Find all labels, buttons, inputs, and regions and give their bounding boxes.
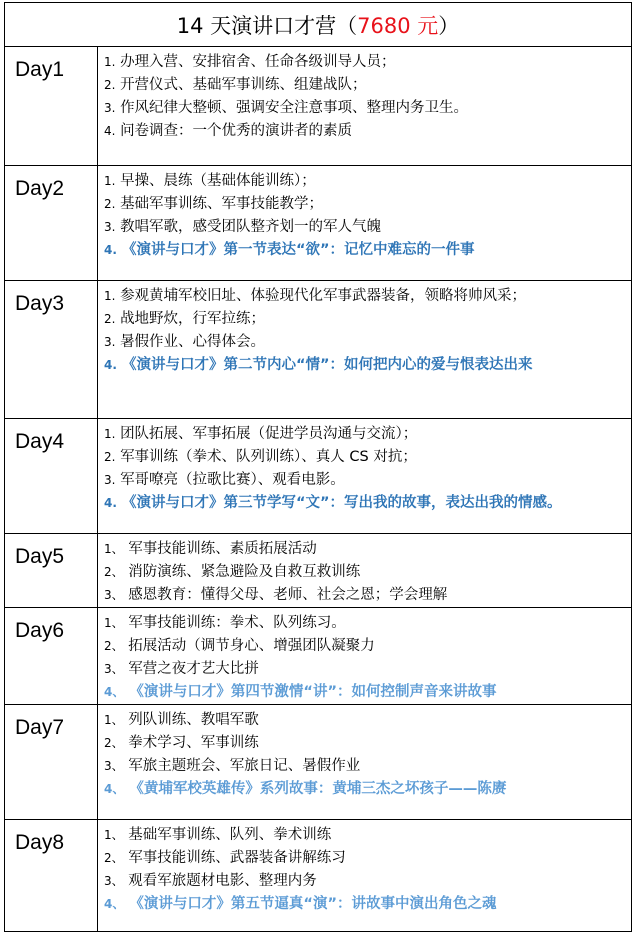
title-close: ） bbox=[438, 13, 460, 38]
day-label: Day4 bbox=[5, 419, 98, 534]
activity-number: 2、 bbox=[104, 736, 124, 750]
activity-number: 3、 bbox=[104, 588, 124, 602]
activity-item bbox=[104, 285, 627, 308]
day-label: Day5 bbox=[5, 534, 98, 608]
activity-text: 基础军事训练、队列、拳术训练 bbox=[128, 827, 332, 843]
title-price: 7680 元 bbox=[357, 13, 439, 38]
activity-text: 军事技能训练、武器装备讲解练习 bbox=[128, 850, 346, 866]
activity-item bbox=[104, 847, 627, 870]
activity-item bbox=[104, 612, 627, 635]
activity-text: 《演讲与口才》第三节学写“文”：写出我的故事，表达出我的情感。 bbox=[121, 495, 562, 511]
activity-item bbox=[104, 709, 627, 732]
activity-number: 2、 bbox=[104, 639, 124, 653]
activity-item bbox=[104, 74, 627, 97]
day-activities bbox=[98, 608, 632, 705]
day-label: Day7 bbox=[5, 705, 98, 820]
activity-number: 3. bbox=[104, 220, 116, 234]
day-label: Day2 bbox=[5, 166, 98, 281]
activity-number: 1. bbox=[104, 174, 116, 188]
activity-item bbox=[104, 469, 627, 492]
activity-item bbox=[104, 492, 627, 515]
day-activities bbox=[98, 419, 632, 534]
activity-text: 参观黄埔军校旧址、体验现代化军事武器装备，领略将帅风采； bbox=[120, 288, 527, 304]
day-activities bbox=[98, 47, 632, 166]
activity-item bbox=[104, 561, 627, 584]
activity-number: 4. bbox=[104, 124, 116, 138]
activity-text: 《演讲与口才》第五节逼真“演”：讲故事中演出角色之魂 bbox=[129, 896, 497, 912]
activity-item bbox=[104, 778, 627, 801]
activity-text: 教唱军歌，感受团队整齐划一的军人气魄 bbox=[120, 219, 382, 235]
activity-text: 早操、晨练（基础体能训练）； bbox=[120, 173, 316, 189]
activity-text: 军哥嘹亮（拉歌比赛）、观看电影。 bbox=[120, 472, 345, 488]
activity-number: 1. bbox=[104, 289, 116, 303]
schedule-title bbox=[5, 3, 632, 47]
activity-item bbox=[104, 538, 627, 561]
activity-number: 2、 bbox=[104, 565, 124, 579]
activity-item bbox=[104, 870, 627, 893]
activity-number: 1. bbox=[104, 427, 116, 441]
activity-item bbox=[104, 193, 627, 216]
schedule-body bbox=[5, 3, 632, 932]
activity-text: 《演讲与口才》第二节内心“情”：如何把内心的爱与恨表达出来 bbox=[121, 357, 533, 373]
activity-text: 《黄埔军校英雄传》系列故事：黄埔三杰之坏孩子——陈赓 bbox=[129, 781, 507, 797]
activity-number: 1、 bbox=[104, 542, 124, 556]
activity-item bbox=[104, 446, 627, 469]
activity-number: 1、 bbox=[104, 713, 124, 727]
activity-text: 《演讲与口才》第四节激情“讲”：如何控制声音来讲故事 bbox=[129, 684, 497, 700]
activity-item bbox=[104, 681, 627, 704]
activity-item bbox=[104, 331, 627, 354]
activity-item bbox=[104, 755, 627, 778]
activity-item bbox=[104, 893, 627, 916]
activity-number: 3. bbox=[104, 101, 116, 115]
activity-text: 问卷调查：一个优秀的演讲者的素质 bbox=[120, 123, 353, 139]
activity-number: 2. bbox=[104, 450, 116, 464]
activity-number: 4、 bbox=[104, 685, 125, 699]
activity-item bbox=[104, 120, 627, 143]
activity-number: 3. bbox=[104, 473, 116, 487]
activity-number: 4、 bbox=[104, 897, 125, 911]
activity-text: 感恩教育：懂得父母、老师、社会之恩；学会理解 bbox=[128, 587, 448, 603]
activity-number: 1. bbox=[104, 55, 116, 69]
activity-item bbox=[104, 658, 627, 681]
day-row bbox=[5, 608, 632, 705]
activity-number: 3. bbox=[104, 335, 116, 349]
activity-text: 团队拓展、军事拓展（促进学员沟通与交流）； bbox=[120, 426, 418, 442]
activity-number: 3、 bbox=[104, 662, 124, 676]
day-label: Day8 bbox=[5, 820, 98, 932]
activity-item bbox=[104, 423, 627, 446]
activity-text: 军事技能训练、素质拓展活动 bbox=[128, 541, 317, 557]
day-row bbox=[5, 534, 632, 608]
title-text: 14 天演讲口才营（ bbox=[176, 13, 358, 38]
activity-item bbox=[104, 824, 627, 847]
day-activities bbox=[98, 534, 632, 608]
title-row bbox=[5, 3, 632, 47]
day-row bbox=[5, 820, 632, 932]
activity-item bbox=[104, 354, 627, 377]
activity-text: 暑假作业、心得体会。 bbox=[120, 334, 266, 350]
activity-item bbox=[104, 51, 627, 74]
activity-number: 2、 bbox=[104, 851, 124, 865]
activity-text: 战地野炊，行军拉练； bbox=[120, 311, 266, 327]
activity-item bbox=[104, 308, 627, 331]
activity-number: 4. bbox=[104, 243, 117, 257]
activity-text: 拳术学习、军事训练 bbox=[128, 735, 259, 751]
activity-text: 基础军事训练、军事技能教学； bbox=[120, 196, 324, 212]
activity-number: 3、 bbox=[104, 759, 124, 773]
activity-item bbox=[104, 170, 627, 193]
day-row bbox=[5, 281, 632, 419]
activity-text: 军旅主题班会、军旅日记、暑假作业 bbox=[128, 758, 361, 774]
activity-item bbox=[104, 732, 627, 755]
activity-text: 《演讲与口才》第一节表达“欲”：记忆中难忘的一件事 bbox=[121, 242, 475, 258]
activity-item bbox=[104, 216, 627, 239]
activity-text: 列队训练、教唱军歌 bbox=[128, 712, 259, 728]
day-label: Day6 bbox=[5, 608, 98, 705]
activity-number: 4. bbox=[104, 358, 117, 372]
day-row bbox=[5, 419, 632, 534]
day-activities bbox=[98, 281, 632, 419]
activity-item bbox=[104, 97, 627, 120]
day-activities bbox=[98, 705, 632, 820]
activity-text: 作风纪律大整顿、强调安全注意事项、整理内务卫生。 bbox=[120, 100, 469, 116]
activity-number: 1、 bbox=[104, 616, 124, 630]
day-row bbox=[5, 705, 632, 820]
activity-number: 2. bbox=[104, 312, 116, 326]
activity-number: 1、 bbox=[104, 828, 124, 842]
day-row bbox=[5, 47, 632, 166]
day-activities bbox=[98, 166, 632, 281]
activity-number: 4. bbox=[104, 496, 117, 510]
day-activities bbox=[98, 820, 632, 932]
activity-text: 消防演练、紧急避险及自救互救训练 bbox=[128, 564, 361, 580]
activity-text: 军事技能训练：拳术、队列练习。 bbox=[128, 615, 346, 631]
activity-text: 军事训练（拳术、队列训练）、真人 CS 对抗； bbox=[120, 449, 417, 465]
activity-item bbox=[104, 635, 627, 658]
activity-text: 开营仪式、基础军事训练、组建战队； bbox=[120, 77, 367, 93]
activity-item bbox=[104, 584, 627, 607]
activity-text: 军营之夜才艺大比拼 bbox=[128, 661, 259, 677]
activity-number: 3、 bbox=[104, 874, 124, 888]
day-row bbox=[5, 166, 632, 281]
activity-text: 办理入营、安排宿舍、任命各级训导人员； bbox=[120, 54, 396, 70]
day-label: Day1 bbox=[5, 47, 98, 166]
schedule-table bbox=[4, 2, 632, 932]
activity-number: 2. bbox=[104, 78, 116, 92]
activity-text: 拓展活动（调节身心、增强团队凝聚力 bbox=[128, 638, 375, 654]
activity-number: 2. bbox=[104, 197, 116, 211]
activity-text: 观看军旅题材电影、整理内务 bbox=[128, 873, 317, 889]
activity-number: 4、 bbox=[104, 782, 125, 796]
activity-item bbox=[104, 239, 627, 262]
day-label: Day3 bbox=[5, 281, 98, 419]
